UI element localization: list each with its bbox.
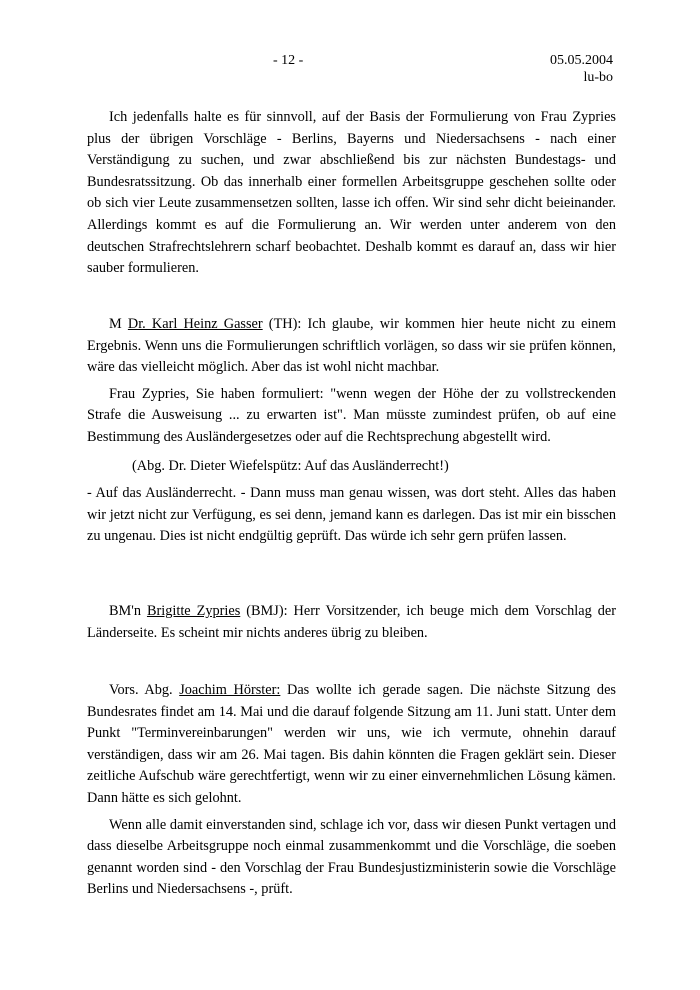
speech-hoerster [87,680,616,901]
speaker-affiliation: (BMJ): [240,603,288,619]
speech-gasser [87,314,616,449]
page-number: - 12 - [273,53,304,68]
hoerster-paragraph-2: Wenn alle damit einverstanden sind, schlage ich vor, dass wir diesen Punkt vertagen und dass dieselbe Arbeitsgruppe noch einmal zusammenkommt und die Vorschläge, die soeben genannt worden sind - den Vorschlag der Frau Bundesjustizministerin sowie die Vorschläge Berlins und Niedersachsens -, prüft. [87,816,616,898]
gasser-paragraph-2: Frau Zypries, Sie haben formuliert: "wenn wegen der Höhe der zu vollstreckenden Strafe die Ausweisung ... zu erwarten ist". Man müsste zumindest prüfen, ob auf eine Bestimmung des Ausländergesetzes oder auf die Rechtsprechung abgestellt wird. [87,385,616,445]
header-initials: lu-bo [583,70,613,85]
speech-text: Ich glaube, wir kommen hier heute nicht zu einem Ergebnis. Wenn uns die Formulierungen schriftlich vorlägen, so dass wir sie prüfen können, wäre das vielleicht möglich. Aber das ist wohl nicht machbar. [87,316,616,376]
speaker-name: Dr. Karl Heinz Gasser [127,316,263,332]
speaker-affiliation: (TH): [262,316,302,332]
gasser-continuation [87,483,616,548]
header-date: 05.05.2004 [550,53,613,68]
speaker-name: Brigitte Zypries [146,603,241,619]
speech-text: Herr Vorsitzender, ich beuge mich dem Vorschlag der Länderseite. Es scheint mir nichts anderes übrig zu bleiben. [87,603,616,641]
paragraph-continuation [87,107,616,280]
speaker-name: Joachim Hörster: [179,682,281,698]
interjection: (Abg. Dr. Dieter Wiefelspütz: Auf das Ausländerrecht!) [132,458,449,474]
zypries-paragraph [87,601,616,644]
gasser-paragraph-3: - Auf das Ausländerrecht. - Dann muss man genau wissen, was dort steht. Alles das haben wir jetzt nicht zur Verfügung, es sei denn, jemand kann es darlegen. Das ist mir ein bisschen zu ungenau. Dies ist nicht endgültig geprüft. Das würde ich sehr gern prüfen lassen. [87,485,616,545]
speaker-prefix: M [109,316,128,332]
paragraph-text: Ich jedenfalls halte es für sinnvoll, auf der Basis der Formulierung von Frau Zypries plus der übrigen Vorschläge - Berlins, Bayerns und Niedersachsens - nach einer Verständigung zu suchen, und zwar abschließend bis zur nächsten Bundestags- und Bundesratssitzung. Ob das innerhalb einer formellen Arbeitsgruppe geschehen sollte oder ob sich vier Leute zusammensetzen sollten, lasse ich offen. Wir sind sehr dicht beieinander. Allerdings kommt es auf die Formulierung an. Wir werden unter anderem von den deutschen Strafrechtslehrern scharf beobachtet. Deshalb kommt es darauf an, dass wir hier sauber formulieren. [87,109,616,277]
speaker-prefix: Vors. Abg. [109,682,180,698]
speech-text: Das wollte ich gerade sagen. Die nächste Sitzung des Bundesrates findet am 14. Mai und die darauf folgende Sitzung am 11. Juni statt. Unter dem Punkt "Terminvereinbarungen" werden wir uns, wie ich vermute, ohnehin darauf verständigen, dass wir am 26. Mai tagen. Bis dahin könnten die Fragen geklärt sein. Dieser zeitliche Aufschub wäre gerechtfertigt, wenn wir zu einer einvernehmlichen Lösung kämen. Dann hätte es sich gelohnt. [87,682,616,806]
speaker-prefix: BM'n [109,603,147,619]
hoerster-paragraph-1 [87,680,616,810]
speech-zypries [87,601,616,644]
gasser-paragraph-1 [87,314,616,379]
